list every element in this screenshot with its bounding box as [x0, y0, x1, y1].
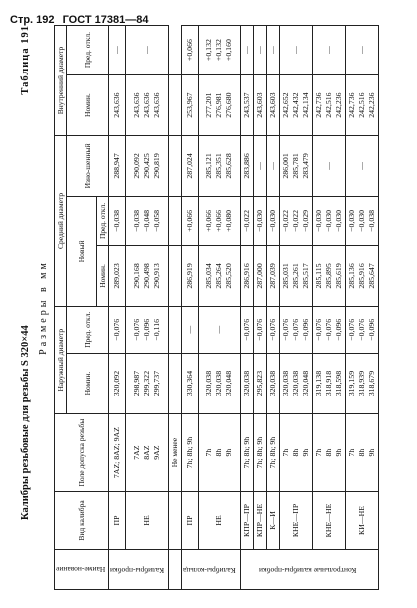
table-row [279, 26, 312, 590]
cell-m-pr: −0,022 [240, 196, 253, 245]
cell-m-nom: 287,039 [266, 246, 279, 307]
cell-m-nom: 285,136 285,916 285,647 [345, 246, 378, 307]
cell-i-nom: 277,201 276,981 276,680 [198, 75, 240, 136]
cell-o-pr: −0,076 [266, 306, 279, 353]
cell-m-worn: 286,001 285,781 283,479 [279, 136, 312, 197]
table-row [182, 26, 199, 590]
cell-i-pr: — [126, 26, 169, 75]
cell-kind: НЕ [198, 491, 240, 550]
limit-note-row [169, 26, 182, 590]
cell-o-pr: −0,076 [253, 306, 266, 353]
page-number: Стр. 192 [10, 14, 55, 26]
table-row [240, 26, 253, 590]
cell-kind: КНЕ—ПР [279, 491, 312, 550]
limit-note-cell [169, 246, 182, 307]
cell-field: 7h 8h 9h [279, 414, 312, 491]
cell-m-worn: 288,947 [109, 136, 126, 197]
standard-code: ГОСТ 17381—84 [62, 14, 149, 26]
cell-field: 7AZ; 8AZ; 9AZ [109, 414, 126, 491]
cell-m-pr: −0,038 −0,048 −0,058 [126, 196, 169, 245]
cell-o-nom: 320,038 320,038 320,048 [198, 353, 240, 414]
col-outer-nom: Номин. [67, 353, 109, 414]
dimensions-note: Размеры в мм [38, 260, 49, 355]
cell-m-worn: 287,024 [182, 136, 199, 197]
cell-i-nom: 253,967 [182, 75, 199, 136]
cell-m-pr: +0,066 +0,066 +0,080 [198, 196, 240, 245]
table-title-row [18, 25, 34, 590]
limit-note-cell [169, 196, 182, 245]
cell-i-pr: — [279, 26, 312, 75]
cell-i-nom: 243,636 [109, 75, 126, 136]
cell-i-nom: 243,603 [253, 75, 266, 136]
cell-field: 7h; 8h; 9h [266, 414, 279, 491]
table-row [266, 26, 279, 590]
cell-o-nom: 320,038 [266, 353, 279, 414]
cell-m-worn: 283,886 [240, 136, 253, 197]
table-row [109, 26, 126, 590]
col-mid-new: Новый [67, 196, 97, 306]
limit-note-cell: Не менее [169, 414, 182, 491]
cell-field: 7h 8h 9h [312, 414, 345, 491]
limit-note-cell [169, 75, 182, 136]
cell-i-pr: — [345, 26, 378, 75]
cell-o-pr: −0,076 −0,076 −0,096 [345, 306, 378, 353]
col-inner-nom: Номин. [67, 75, 109, 136]
cell-m-worn: — [253, 136, 266, 197]
col-field: Поле допуска резьбы [55, 414, 109, 491]
cell-i-pr: +0,066 [182, 26, 199, 75]
limit-note-cell [169, 353, 182, 414]
cell-field: 7h; 8h; 9h [182, 414, 199, 491]
col-kind: Вид калибра [55, 491, 109, 550]
table-row [312, 26, 345, 590]
cell-kind: ПР [182, 491, 199, 550]
limit-note-cell [169, 306, 182, 353]
cell-field: 7AZ 8AZ 9AZ [126, 414, 169, 491]
limit-note-cell [169, 491, 182, 550]
cell-field: 7h 8h 9h [345, 414, 378, 491]
cell-kind: КНЕ—НЕ [312, 491, 345, 550]
cell-i-pr: — [240, 26, 253, 75]
cell-kind: КИ—НЕ [345, 491, 378, 550]
group-label: Калибры-пробки [109, 550, 169, 590]
cell-m-pr: −0,038 [109, 196, 126, 245]
cell-i-pr: +0,132 +0,132 +0,160 [198, 26, 240, 75]
header-row-1 [55, 26, 67, 590]
cell-i-nom: 242,736 242,516 242,236 [312, 75, 345, 136]
cell-m-nom: 286,919 [182, 246, 199, 307]
cell-o-pr: −0,076 −0,096 −0,116 [126, 306, 169, 353]
rotated-page [18, 25, 408, 590]
table-row [126, 26, 169, 590]
cell-o-pr: — [198, 306, 240, 353]
cell-i-nom: 242,736 242,516 242,236 [345, 75, 378, 136]
cell-o-pr: −0,076 −0,076 −0,096 [279, 306, 312, 353]
cell-kind: ПР [109, 491, 126, 550]
cell-m-nom: 285,115 285,895 285,619 [312, 246, 345, 307]
col-name: Наиме-нование [55, 550, 109, 590]
cell-m-nom: 287,000 [253, 246, 266, 307]
limit-note-cell [169, 136, 182, 197]
col-mid-nom: Номин. [97, 246, 109, 307]
cell-i-pr: — [266, 26, 279, 75]
cell-o-nom: 330,364 [182, 353, 199, 414]
cell-i-nom: 243,603 [266, 75, 279, 136]
cell-m-worn: 290,092 290,425 290,819 [126, 136, 169, 197]
cell-o-nom: 320,038 320,038 320,048 [279, 353, 312, 414]
table-row [253, 26, 266, 590]
col-outer: Наружный диаметр [55, 306, 67, 414]
cell-m-nom: 290,168 290,498 290,913 [126, 246, 169, 307]
cell-m-pr: +0,066 [182, 196, 199, 245]
table-row [198, 26, 240, 590]
cell-o-pr: — [182, 306, 199, 353]
cell-m-nom: 285,031 285,261 285,517 [279, 246, 312, 307]
cell-i-nom: 242,652 242,432 242,134 [279, 75, 312, 136]
cell-m-worn: — [312, 136, 345, 197]
group-label: Контрольные калибры-пробки [240, 550, 378, 590]
cell-o-nom: 320,092 [109, 353, 126, 414]
cell-i-nom: 243,636 243,636 243,636 [126, 75, 169, 136]
table-row [345, 26, 378, 590]
cell-m-pr: −0,030 −0,030 −0,038 [345, 196, 378, 245]
cell-o-nom: 319,138 318,918 318,598 [312, 353, 345, 414]
cell-i-pr: — [312, 26, 345, 75]
cell-m-pr: −0,030 [266, 196, 279, 245]
cell-m-nom: 289,023 [109, 246, 126, 307]
col-mid-pred: Пред. откл. [97, 196, 109, 245]
col-mid-worn: Изно-шенный [67, 136, 109, 197]
cell-m-nom: 286,916 [240, 246, 253, 307]
cell-m-pr: −0,030 −0,030 −0,030 [312, 196, 345, 245]
cell-i-pr: — [253, 26, 266, 75]
cell-field: 7h 8h 9h [198, 414, 240, 491]
cell-o-pr: −0,076 −0,076 −0,096 [312, 306, 345, 353]
cell-o-nom: 319,159 318,939 318,679 [345, 353, 378, 414]
cell-o-nom: 298,987 299,322 299,737 [126, 353, 169, 414]
table-title: Калибры резьбовые для резьбы S 320×44 [20, 325, 31, 520]
cell-m-worn: — [266, 136, 279, 197]
cell-kind: К—И [266, 491, 279, 550]
cell-m-pr: −0,030 [253, 196, 266, 245]
col-inner-pred: Пред. откл. [67, 26, 109, 75]
col-outer-pred: Пред. откл. [67, 306, 109, 353]
cell-kind: КПР—ПР [240, 491, 253, 550]
cell-m-worn: — [345, 136, 378, 197]
cell-o-pr: −0,076 [240, 306, 253, 353]
table-number: Таблица 191 [20, 25, 31, 95]
gauge-table [54, 25, 379, 590]
cell-o-nom: 320,038 [240, 353, 253, 414]
cell-i-nom: 243,537 [240, 75, 253, 136]
group-label: Калибры-кольца [182, 550, 241, 590]
cell-kind: КПР—НЕ [253, 491, 266, 550]
cell-m-pr: −0,022 −0,022 −0,029 [279, 196, 312, 245]
cell-m-worn: 285,121 285,351 285,628 [198, 136, 240, 197]
col-mid: Средний диаметр [55, 136, 67, 307]
table-body [109, 26, 379, 590]
cell-o-nom: 295,823 [253, 353, 266, 414]
cell-i-pr: — [109, 26, 126, 75]
limit-note-cell [169, 550, 182, 590]
cell-field: 7h; 8h; 9h [240, 414, 253, 491]
cell-kind: НЕ [126, 491, 169, 550]
col-inner: Внутренний диаметр [55, 26, 67, 136]
cell-m-nom: 285,034 285,264 285,520 [198, 246, 240, 307]
cell-o-pr: −0,076 [109, 306, 126, 353]
cell-field: 7h; 8h; 9h [253, 414, 266, 491]
